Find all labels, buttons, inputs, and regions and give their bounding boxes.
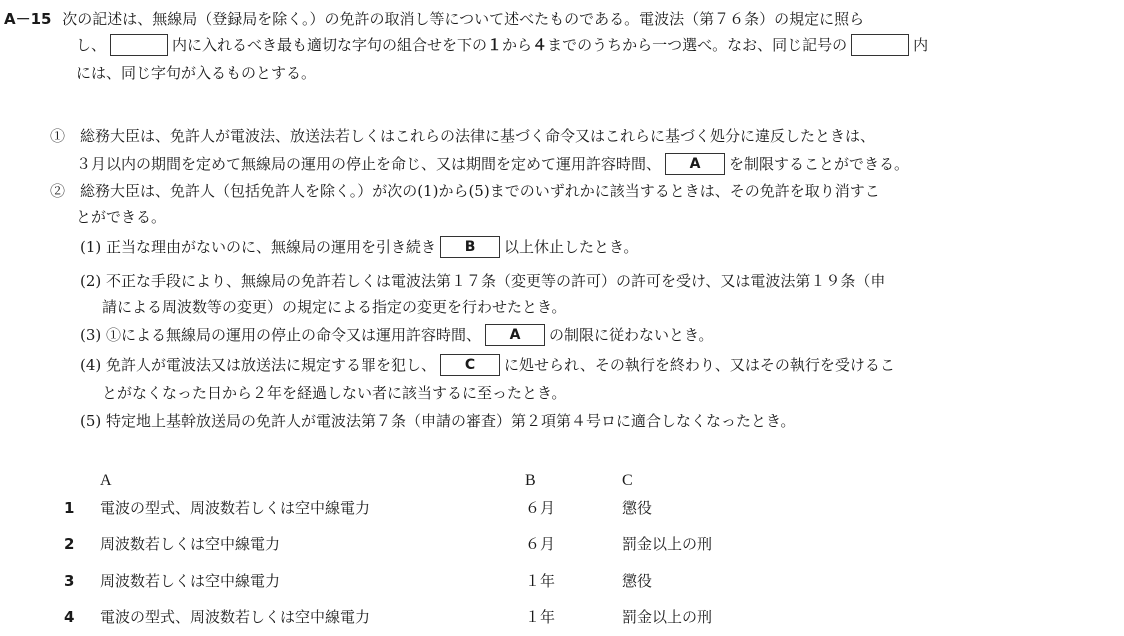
item-1-line-1: ① 総務大臣は、免許人が電波法、放送法若しくはこれらの法律に基づく命令又はこれらに基づく処分に違反したときは、 bbox=[50, 127, 876, 145]
column-header-b: B bbox=[525, 472, 536, 489]
choice-range-start: １ bbox=[487, 36, 503, 54]
choice-c: 懲役 bbox=[622, 572, 653, 590]
intro-line-3: には、同じ字句が入るものとする。 bbox=[76, 64, 317, 82]
choice-b: ６月 bbox=[525, 499, 556, 517]
intro-text: し、 bbox=[76, 36, 107, 54]
choice-a: 電波の型式、周波数若しくは空中線電力 bbox=[100, 499, 371, 517]
question-header bbox=[4, 8, 864, 30]
choice-number: 2 bbox=[64, 535, 75, 553]
blank-box-example bbox=[851, 34, 909, 56]
choice-b: １年 bbox=[525, 572, 556, 590]
column-header-a: A bbox=[100, 472, 112, 489]
item-text: (1) 正当な理由がないのに、無線局の運用を引き続き bbox=[80, 238, 437, 256]
item-text: (4) 免許人が電波法又は放送法に規定する罪を犯し、 bbox=[80, 356, 437, 374]
choice-c: 懲役 bbox=[622, 499, 653, 517]
sub-item-4-line-2: とがなくなった日から２年を経過しない者に該当するに至ったとき。 bbox=[102, 384, 567, 402]
item-text: の制限に従わないとき。 bbox=[549, 326, 714, 344]
sub-item-4-line-1 bbox=[80, 354, 895, 377]
choice-a: 電波の型式、周波数若しくは空中線電力 bbox=[100, 608, 371, 626]
blank-box-a: A bbox=[665, 153, 725, 175]
column-header-c: C bbox=[622, 472, 633, 489]
item-2-line-2: とができる。 bbox=[76, 208, 167, 226]
sub-item-1 bbox=[80, 236, 638, 259]
choice-c: 罰金以上の刑 bbox=[622, 608, 713, 626]
intro-text: 内 bbox=[913, 36, 929, 54]
blank-box-a: A bbox=[485, 324, 545, 346]
choice-a: 周波数若しくは空中線電力 bbox=[100, 572, 281, 590]
item-text: 以上休止したとき。 bbox=[504, 238, 639, 256]
blank-box-b: B bbox=[440, 236, 500, 258]
item-2-line-1: ② 総務大臣は、免許人（包括免許人を除く。）が次の(1)から(5)までのいずれかに該当するときは、その免許を取り消すこ bbox=[50, 182, 880, 200]
item-text: ３月以内の期間を定めて無線局の運用の停止を命じ、又は期間を定めて運用許容時間、 bbox=[76, 155, 662, 173]
intro-line-2 bbox=[76, 34, 928, 57]
intro-text: までのうちから一つ選べ。なお、同じ記号の bbox=[547, 36, 848, 54]
intro-line-1: 次の記述は、無線局（登録局を除く。）の免許の取消し等について述べたものである。電波法（第７６条）の規定に照ら bbox=[62, 10, 865, 28]
item-text: (3) ①による無線局の運用の停止の命令又は運用許容時間、 bbox=[80, 326, 482, 344]
sub-item-2-line-1: (2) 不正な手段により、無線局の免許若しくは電波法第１７条（変更等の許可）の許可を受け、又は電波法第１９条（申 bbox=[80, 272, 886, 290]
item-text: に処せられ、その執行を終わり、又はその執行を受けるこ bbox=[504, 356, 895, 374]
blank-box-example bbox=[110, 34, 168, 56]
intro-text: 内に入れるべき最も適切な字句の組合せを下の bbox=[172, 36, 488, 54]
sub-item-5: (5) 特定地上基幹放送局の免許人が電波法第７条（申請の審査）第２項第４号ロに適合しなくなったとき。 bbox=[80, 412, 796, 430]
choice-b: １年 bbox=[525, 608, 556, 626]
choice-c: 罰金以上の刑 bbox=[622, 535, 713, 553]
choice-number: 1 bbox=[64, 499, 75, 517]
choice-number: 4 bbox=[64, 608, 75, 626]
sub-item-3 bbox=[80, 324, 713, 347]
choice-number: 3 bbox=[64, 572, 75, 590]
item-1-line-2 bbox=[76, 153, 909, 176]
sub-item-2-line-2: 請による周波数等の変更）の規定による指定の変更を行わせたとき。 bbox=[102, 298, 567, 316]
intro-text: から bbox=[502, 36, 533, 54]
blank-box-c: C bbox=[440, 354, 500, 376]
choice-b: ６月 bbox=[525, 535, 556, 553]
choice-range-end: ４ bbox=[532, 36, 548, 54]
item-text: を制限することができる。 bbox=[729, 155, 910, 173]
choice-a: 周波数若しくは空中線電力 bbox=[100, 535, 281, 553]
question-number: A－15 bbox=[4, 10, 52, 28]
